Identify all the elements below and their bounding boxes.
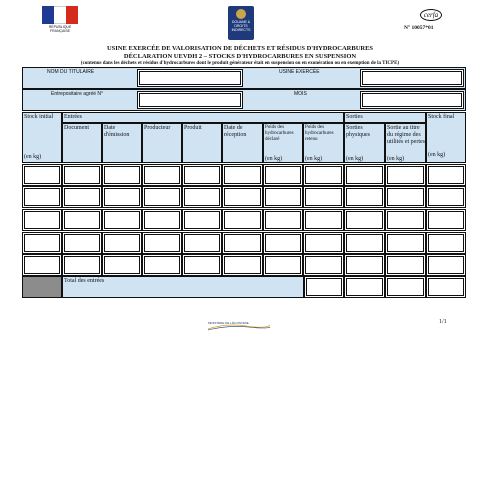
table-cell[interactable] bbox=[303, 209, 344, 231]
col-poids-retenu-unit: (en kg) bbox=[305, 156, 323, 162]
title-line-2: DÉCLARATION UEVDH 2 – STOCKS D'HYDROCARBURES EN SUSPENSION bbox=[123, 53, 357, 60]
table-cell[interactable] bbox=[303, 254, 344, 276]
table-cell[interactable] bbox=[62, 209, 102, 231]
table-cell[interactable] bbox=[22, 164, 62, 186]
col-poids-declare-label: Poids des hydrocarbures déclaré bbox=[265, 125, 294, 142]
table-cell[interactable] bbox=[182, 209, 222, 231]
douane-logo bbox=[228, 6, 254, 40]
table-cell[interactable] bbox=[426, 232, 466, 254]
identity-band-2 bbox=[22, 89, 466, 111]
col-producteur-header bbox=[142, 123, 182, 163]
table-cell[interactable] bbox=[22, 232, 62, 254]
french-flag-icon bbox=[42, 6, 78, 24]
table-cell[interactable] bbox=[426, 254, 466, 276]
total-stock-final-cell[interactable] bbox=[426, 276, 466, 298]
col-poids-retenu-header bbox=[303, 123, 344, 163]
table-cell[interactable] bbox=[426, 209, 466, 231]
col-poids-declare-unit: (en kg) bbox=[265, 156, 283, 162]
mois-field[interactable] bbox=[360, 91, 464, 109]
table-cell[interactable] bbox=[142, 164, 182, 186]
table-cell[interactable] bbox=[102, 209, 142, 231]
sorties-group-header bbox=[344, 112, 426, 123]
table-cell[interactable] bbox=[62, 232, 102, 254]
stock-initial-header bbox=[22, 112, 62, 163]
col-producteur-label: Producteur bbox=[144, 125, 171, 131]
table-cell[interactable] bbox=[303, 186, 344, 208]
title-line-3: (contenus dans les déchets et résidus d'hydrocarbures dont le produit générateur était en suspension ou en exonération ou en exemption de la TICPE) bbox=[80, 61, 400, 66]
ministere-logo-text: MINISTÈRE DE L'ÉCONOMIE bbox=[208, 321, 249, 325]
col-date-emission-label: Date d'émission bbox=[104, 125, 130, 138]
table-cell[interactable] bbox=[222, 254, 263, 276]
table-cell[interactable] bbox=[263, 209, 303, 231]
table-cell[interactable] bbox=[385, 254, 426, 276]
table-cell[interactable] bbox=[102, 232, 142, 254]
table-cell[interactable] bbox=[102, 254, 142, 276]
table-cell[interactable] bbox=[142, 186, 182, 208]
col-document-header bbox=[62, 123, 102, 163]
table-cell[interactable] bbox=[303, 232, 344, 254]
table-cell[interactable] bbox=[62, 254, 102, 276]
table-cell[interactable] bbox=[182, 186, 222, 208]
col-date-emission-header bbox=[102, 123, 142, 163]
identity-band-1 bbox=[22, 67, 466, 89]
total-entrees-label-cell bbox=[62, 276, 304, 298]
table-cell[interactable] bbox=[22, 186, 62, 208]
table-cell[interactable] bbox=[142, 254, 182, 276]
col-sorties-physiques-unit: (en kg) bbox=[346, 156, 364, 162]
total-poids-retenu-cell[interactable] bbox=[304, 276, 344, 298]
title-line-1: USINE EXERCÉE DE VALORISATION DE DÉCHETS ET RÉSIDUS D'HYDROCARBURES bbox=[106, 45, 374, 52]
page-number: 1/1 bbox=[439, 319, 447, 325]
col-produit-label: Produit bbox=[184, 125, 202, 131]
entrepositaire-label: Entrepositaire agréé N° bbox=[51, 91, 104, 97]
table-cell[interactable] bbox=[222, 232, 263, 254]
mois-label: MOIS bbox=[294, 91, 307, 97]
table-cell[interactable] bbox=[385, 186, 426, 208]
table-cell[interactable] bbox=[142, 209, 182, 231]
col-document-label: Document bbox=[64, 125, 89, 131]
entrepositaire-field[interactable] bbox=[137, 91, 243, 109]
table-cell[interactable] bbox=[263, 232, 303, 254]
table-cell[interactable] bbox=[182, 254, 222, 276]
table-cell[interactable] bbox=[344, 186, 385, 208]
table-cell[interactable] bbox=[385, 209, 426, 231]
cerfa-number: N° 10057*01 bbox=[404, 25, 434, 31]
total-row-spacer bbox=[22, 276, 62, 298]
table-cell[interactable] bbox=[222, 186, 263, 208]
col-poids-declare-header bbox=[263, 123, 303, 163]
table-cell[interactable] bbox=[102, 164, 142, 186]
republique-francaise-logo bbox=[42, 6, 78, 34]
table-cell[interactable] bbox=[142, 232, 182, 254]
table-cell[interactable] bbox=[222, 209, 263, 231]
col-sorties-physiques-header bbox=[344, 123, 385, 163]
col-poids-retenu-label: Poids des hydrocarbures retenu bbox=[305, 125, 334, 142]
stock-final-header bbox=[426, 112, 466, 163]
stock-final-unit: (en kg) bbox=[428, 152, 446, 158]
table-cell[interactable] bbox=[263, 254, 303, 276]
total-sorties-physiques-cell[interactable] bbox=[344, 276, 385, 298]
total-entrees-label: Total des entrées bbox=[64, 278, 105, 284]
usine-label: USINE EXERCÉE bbox=[279, 69, 320, 75]
stock-initial-unit: (en kg) bbox=[24, 154, 42, 160]
table-cell[interactable] bbox=[344, 164, 385, 186]
table-cell[interactable] bbox=[62, 164, 102, 186]
sorties-label: Sorties bbox=[346, 114, 363, 120]
table-cell[interactable] bbox=[426, 186, 466, 208]
col-date-reception-label: Date de réception bbox=[224, 125, 247, 138]
table-cell[interactable] bbox=[385, 232, 426, 254]
table-cell[interactable] bbox=[182, 232, 222, 254]
table-cell[interactable] bbox=[222, 164, 263, 186]
table-cell[interactable] bbox=[344, 209, 385, 231]
table-cell[interactable] bbox=[344, 232, 385, 254]
col-sortie-regime-header bbox=[385, 123, 426, 163]
titulaire-label: NOM DU TITULAIRE bbox=[47, 69, 95, 75]
stock-final-label: Stock final bbox=[428, 114, 455, 120]
stock-initial-label: Stock initial bbox=[24, 114, 54, 120]
cerfa-logo: cerfa bbox=[420, 9, 442, 21]
entrees-group-header bbox=[62, 112, 344, 123]
douane-caption: DOUANE & DROITS INDIRECTS bbox=[231, 20, 251, 32]
table-cell[interactable] bbox=[22, 254, 62, 276]
usine-field[interactable] bbox=[360, 69, 464, 87]
col-sortie-regime-label: Sortie au titre du régime des utilités et pertes bbox=[387, 125, 425, 145]
entrees-label: Entrées bbox=[64, 114, 82, 120]
col-sortie-regime-unit: (en kg) bbox=[387, 156, 405, 162]
col-sorties-physiques-label: Sorties physiques bbox=[346, 125, 370, 138]
table-cell[interactable] bbox=[426, 164, 466, 186]
col-date-reception-header bbox=[222, 123, 263, 163]
table-cell[interactable] bbox=[303, 164, 344, 186]
table-cell[interactable] bbox=[344, 254, 385, 276]
douane-emblem-icon bbox=[236, 9, 246, 19]
table-cell[interactable] bbox=[102, 186, 142, 208]
col-produit-header bbox=[182, 123, 222, 163]
rf-caption: RÉPUBLIQUE FRANÇAISE bbox=[48, 25, 72, 33]
total-sortie-regime-cell[interactable] bbox=[385, 276, 426, 298]
ministere-logo bbox=[206, 318, 272, 327]
table-cell[interactable] bbox=[385, 164, 426, 186]
table-cell[interactable] bbox=[182, 164, 222, 186]
table-cell[interactable] bbox=[22, 209, 62, 231]
table-cell[interactable] bbox=[62, 186, 102, 208]
table-cell[interactable] bbox=[263, 164, 303, 186]
titulaire-field[interactable] bbox=[137, 69, 243, 87]
table-cell[interactable] bbox=[263, 186, 303, 208]
